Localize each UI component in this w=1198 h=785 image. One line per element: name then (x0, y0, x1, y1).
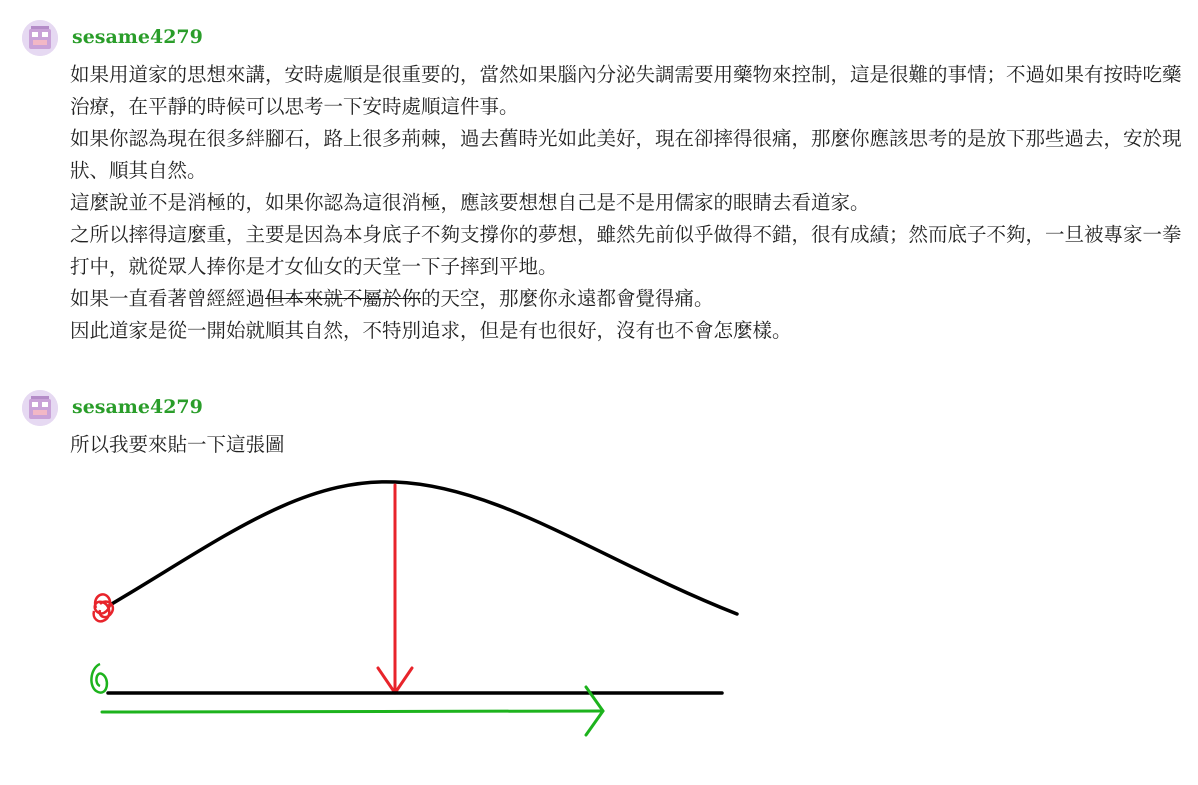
comment-paragraph: 因此道家是從一開始就順其自然，不特別追求，但是有也很好，沒有也不會怎麼樣。 (70, 319, 792, 342)
comment-paragraph: 如果用道家的思想來講，安時處順是很重要的，當然如果腦內分泌失調需要用藥物來控制，這是很難的事情；不過如果有按時吃藥治療，在平靜的時候可以思考一下安時處順這件事。 (70, 63, 1182, 118)
paragraph-text: 的天空，那麼你永遠都會覺得痛。 (421, 287, 714, 310)
avatar[interactable] (22, 390, 58, 426)
comment-paragraph: 這麼說並不是消極的，如果你認為這很消極，應該要想想自己是不是用儒家的眼睛去看道家。 (70, 191, 870, 214)
avatar[interactable] (22, 20, 58, 56)
bell-curve (110, 482, 737, 614)
comment-1 (22, 20, 1192, 360)
username[interactable]: sesame4279 (72, 26, 203, 48)
red-arrow (378, 485, 412, 693)
struck-text: 但本來就不屬於你 (265, 287, 422, 310)
comment-paragraph: 之所以摔得這麼重，主要是因為本身底子不夠支撐你的夢想，雖然先前似乎做得不錯，很有成績；然而底子不夠，一旦被專家一拳打中，就從眾人捧你是才女仙女的天堂一下子摔到平地。 (70, 223, 1182, 278)
username[interactable]: sesame4279 (72, 396, 203, 418)
green-scribble (91, 664, 107, 693)
comment-paragraph (70, 283, 1195, 315)
comment-2 (22, 390, 1192, 470)
comment-paragraph: 如果你認為現在很多絆腳石，路上很多荊棘，過去舊時光如此美好，現在卻摔得很痛，那麼你應該思考的是放下那些過去，安於現狀、順其自然。 (70, 127, 1182, 182)
red-scribble (94, 594, 113, 621)
comment-body (70, 59, 1195, 347)
hand-drawn-diagram (70, 460, 770, 760)
paragraph-text: 如果一直看著曾經經過 (70, 287, 266, 310)
comment-body: 所以我要來貼一下這張圖 (70, 433, 285, 456)
